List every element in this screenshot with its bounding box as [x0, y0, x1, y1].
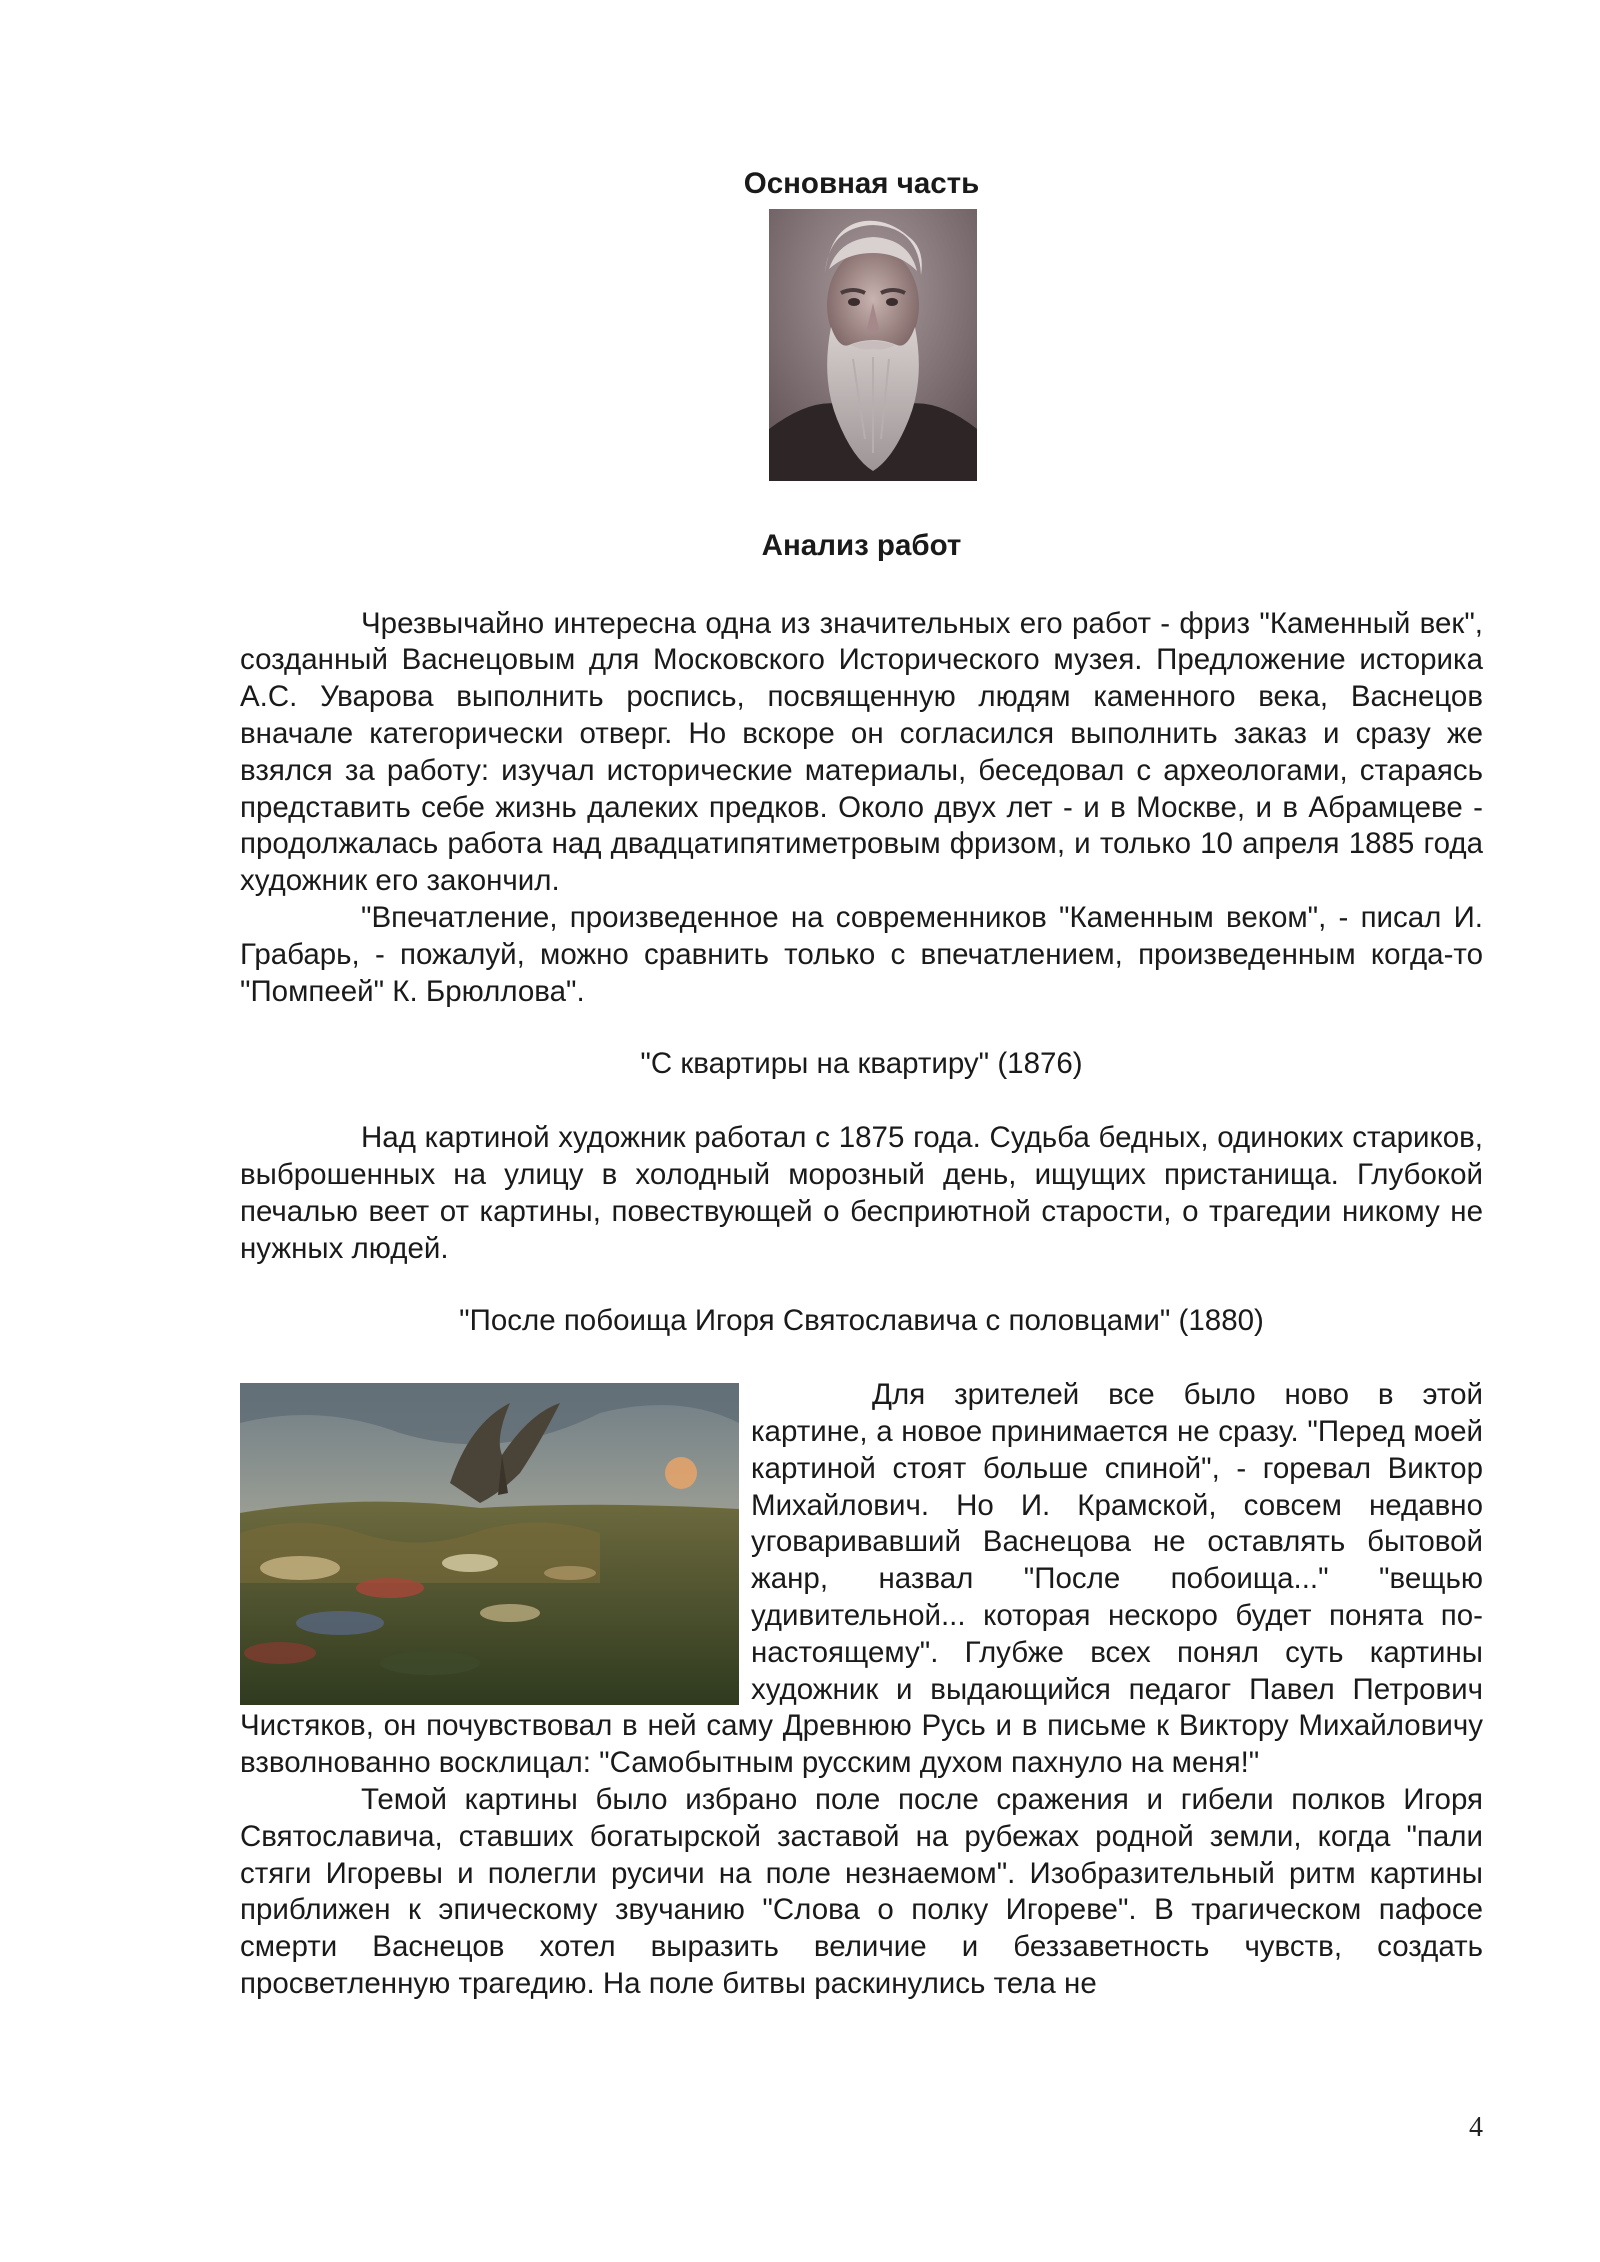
after-battle-section [240, 1377, 1483, 1782]
paragraph-stone-age: Чрезвычайно интересна одна из значительных его работ - фриз "Каменный век", созданный Васнецовым для Московского Исторического музея. Предложение историка А.С. Уварова выполнить роспись, посвященную людям каменного века, Васнецов вначале категорически отверг. Но вскоре он согласился выполнить заказ и сразу же взялся за работу: изучал исторические материалы, беседовал с археологами, стараясь представить себе жизнь далеких предков. Около двух лет - и в Москве, и в Абрамцеве - продолжалась работа над двадцатипятиметровым фризом, и только 10 апреля 1885 года художник его закончил. [240, 606, 1483, 898]
paragraph-after-battle-reception: Для зрителей все было ново в этой картине, а новое принимается не сразу. "Перед моей картиной стоят больше спиной", - горевал Виктор Михайлович. Но И. Крамской, совсем недавно уговаривавший Васнецова не оставлять бытовой жанр, назвал "После побоища..." "вещью удивительной... которая нескоро будет понята по-настоящему". Глубже всех понял суть картины художник и выдающийся педагог Павел Петрович Чистяков, он почувствовал в ней саму Древнюю Русь и в письме к Виктору Михайловичу взволнованно восклицал: "Самобытным русским духом пахнуло на меня!" [240, 1378, 1483, 1780]
artwork-title-moving: "С квартиры на квартиру" (1876) [640, 1047, 1083, 1081]
page-number: 4 [1469, 2112, 1483, 2143]
painting-after-battle [240, 1383, 739, 1705]
paragraph-grabar-quote: "Впечатление, произведенное на современников "Каменным веком", - писал И. Грабарь, - пожалуй, можно сравнить только с впечатлением, произведенным когда-то "Помпеей" К. Брюллова". [240, 900, 1483, 1008]
section-heading-main: Основная часть [743, 167, 980, 200]
section-heading-analysis: Анализ работ [761, 528, 962, 562]
page-content [240, 166, 1483, 2003]
portrait-photo [769, 209, 977, 481]
portrait-container [240, 209, 1483, 481]
paragraph-moving: Над картиной художник работал с 1875 года. Судьба бедных, одиноких стариков, выброшенных на улицу в холодный морозный день, ищущих пристанища. Глубокой печалью веет от картины, повествующей о бесприютной старости, о трагедии никому не нужных людей. [240, 1121, 1483, 1265]
paragraph-after-battle-theme: Темой картины было избрано поле после сражения и гибели полков Игоря Святославича, ставших богатырской заставой на рубежах родной земли, когда "пали стяги Игоревы и полегли русичи на поле незнаемом". Изобразительный ритм картины приближен к эпическому звучанию "Слова о полку Игореве". В трагическом пафосе смерти Васнецов хотел выразить величие и беззаветность чувств, создать просветленную трагедию. На поле битвы раскинулись тела не [240, 1782, 1483, 2000]
artwork-title-after-battle: "После побоища Игоря Святославича с половцами" (1880) [459, 1304, 1264, 1338]
